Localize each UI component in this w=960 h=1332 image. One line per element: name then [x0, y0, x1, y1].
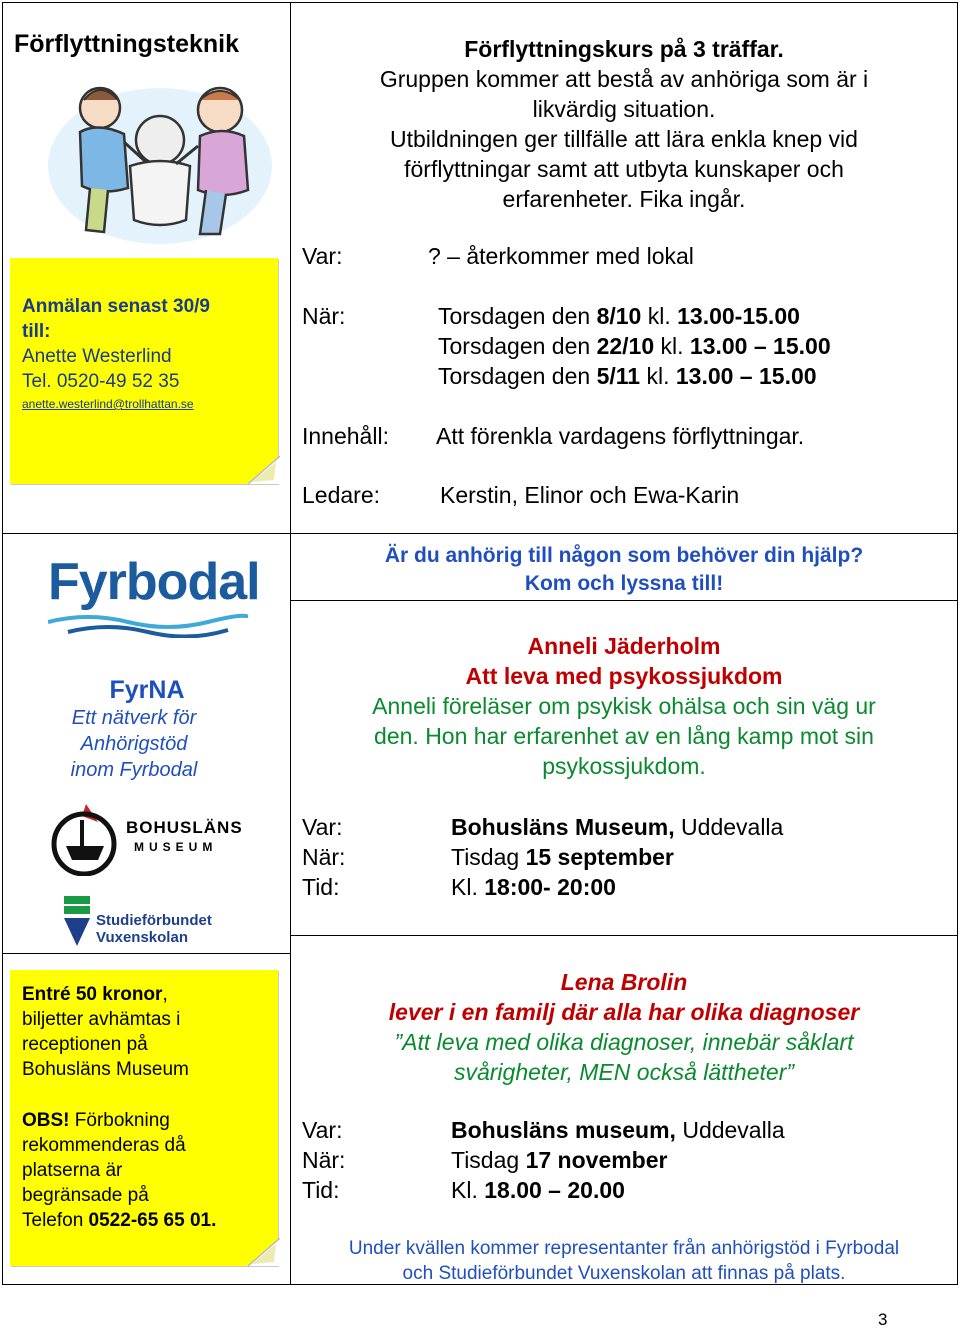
page-number: 3: [878, 1310, 888, 1329]
course-desc-3: Utbildningen ger tillfälle att lära enkla knep vid: [390, 126, 858, 152]
event1-where-value: Bohusläns Museum, Uddevalla: [451, 814, 784, 840]
entry-obs: OBS! Förbokning: [22, 1110, 170, 1131]
signup-note: [10, 258, 278, 484]
event1-where-label: Var:: [302, 814, 343, 840]
event1-time-value: Kl. 18:00- 20:00: [451, 874, 616, 900]
museum-logo-line1: BOHUSLÄNS: [126, 818, 243, 837]
event1-desc-3: psykossjukdom.: [542, 753, 706, 779]
divider-left-2: [2, 953, 290, 954]
course-desc-1: Gruppen kommer att bestå av anhöriga som är i: [379, 66, 869, 92]
divider-right-1: [290, 533, 958, 534]
fyrna-title: FyrNA: [109, 676, 185, 704]
entry-phone: Telefon 0522-65 65 01.: [22, 1210, 217, 1231]
event1-when-value: Tisdag 15 september: [451, 844, 674, 870]
border-left: [2, 2, 3, 1284]
event2-topic: lever i en familj där alla har olika diagnoser: [388, 999, 860, 1025]
border-middle: [290, 2, 291, 1284]
event2-time-label: Tid:: [302, 1177, 340, 1203]
event1-intro-invite: Kom och lyssna till!: [524, 572, 724, 595]
divider-left-1: [2, 533, 290, 534]
entry-note: [10, 970, 278, 1266]
event2-quote-2: svårigheter, MEN också lättheter”: [453, 1059, 795, 1085]
fyrna-line2: Anhörigstöd: [80, 733, 188, 755]
signup-heading: Anmälan senast 30/9: [22, 296, 210, 317]
vuxenskolan-line1: Studieförbundet: [96, 912, 212, 929]
course-where-label: Var:: [302, 243, 343, 269]
vuxenskolan-line2: Vuxenskolan: [96, 929, 188, 946]
museum-ship-icon: [50, 796, 122, 876]
course-where-value: ? – återkommer med lokal: [428, 243, 694, 269]
contact-phone: Tel. 0520-49 52 35: [22, 371, 180, 392]
page-fold-icon: [248, 1238, 280, 1266]
event2-quote-1: ”Att leva med olika diagnoser, innebär såklart: [394, 1029, 854, 1055]
page-fold-icon: [248, 456, 280, 484]
entry-line4: Bohusläns Museum: [22, 1059, 189, 1080]
event1-intro-question: Är du anhörig till någon som behöver din hjälp?: [384, 544, 864, 567]
event2-footer-1: Under kvällen kommer representanter från anhörigstöd i Fyrbodal: [348, 1238, 900, 1259]
entry-line2: biljetter avhämtas i: [22, 1009, 181, 1030]
entry-line7: platserna är: [22, 1160, 123, 1181]
contact-name: Anette Westerlind: [22, 346, 172, 367]
course-content-label: Innehåll:: [302, 423, 389, 449]
course-date-1: Torsdagen den 8/10 kl. 13.00-15.00: [438, 303, 800, 329]
course-date-2: Torsdagen den 22/10 kl. 13.00 – 15.00: [438, 333, 831, 359]
course-desc-2: likvärdig situation.: [532, 96, 716, 122]
fyrbodal-logo: Fyrbodal: [48, 553, 260, 611]
course-desc-5: erfarenheter. Fika ingår.: [502, 186, 746, 212]
entry-line6: rekommenderas då: [22, 1135, 186, 1156]
event1-time-label: Tid:: [302, 874, 340, 900]
fyrna-line1: Ett nätverk för: [71, 707, 197, 729]
border-top-right: [290, 2, 958, 3]
entry-price: Entré 50 kronor,: [22, 984, 168, 1005]
course-content-value: Att förenkla vardagens förflyttningar.: [436, 423, 805, 449]
event1-topic: Att leva med psykossjukdom: [465, 663, 783, 689]
event2-where-label: Var:: [302, 1117, 343, 1143]
event2-when-value: Tisdag 17 november: [451, 1147, 668, 1173]
fyrna-line3: inom Fyrbodal: [70, 759, 198, 781]
event2-when-label: När:: [302, 1147, 346, 1173]
event2-where-value: Bohusläns museum, Uddevalla: [451, 1117, 785, 1143]
course-leader-label: Ledare:: [302, 482, 381, 508]
vuxenskolan-icon: [64, 896, 90, 946]
course-leader-value: Kerstin, Elinor och Ewa-Karin: [440, 482, 740, 508]
event1-when-label: När:: [302, 844, 346, 870]
museum-logo-line2: MUSEUM: [134, 840, 218, 854]
contact-email-link[interactable]: anette.westerlind@trollhattan.se: [22, 397, 194, 411]
event2-footer-2: och Studieförbundet Vuxenskolan att finnas på plats.: [402, 1263, 846, 1284]
divider-right-2: [290, 600, 958, 601]
event1-desc-2: den. Hon har erfarenhet av en lång kamp mot sin: [374, 723, 874, 749]
event2-speaker: Lena Brolin: [560, 969, 688, 995]
wave-icon: [48, 612, 248, 638]
border-right: [957, 2, 958, 1284]
sidebar-title: Förflyttningsteknik: [14, 30, 240, 58]
entry-line3: receptionen på: [22, 1034, 148, 1055]
event1-speaker: Anneli Jäderholm: [527, 633, 721, 659]
divider-right-3: [290, 935, 958, 936]
entry-line8: begränsade på: [22, 1185, 149, 1206]
signup-heading-to: till:: [22, 321, 51, 342]
course-when-label: När:: [302, 303, 346, 329]
border-top-left: [2, 2, 290, 3]
event2-time-value: Kl. 18.00 – 20.00: [451, 1177, 625, 1203]
course-title: Förflyttningskurs på 3 träffar.: [464, 36, 784, 62]
course-date-3: Torsdagen den 5/11 kl. 13.00 – 15.00: [438, 363, 817, 389]
transfer-illustration: [42, 70, 278, 250]
event1-desc-1: Anneli föreläser om psykisk ohälsa och sin väg ur: [372, 693, 876, 719]
course-desc-4: förflyttningar samt att utbyta kunskaper och: [404, 156, 844, 182]
